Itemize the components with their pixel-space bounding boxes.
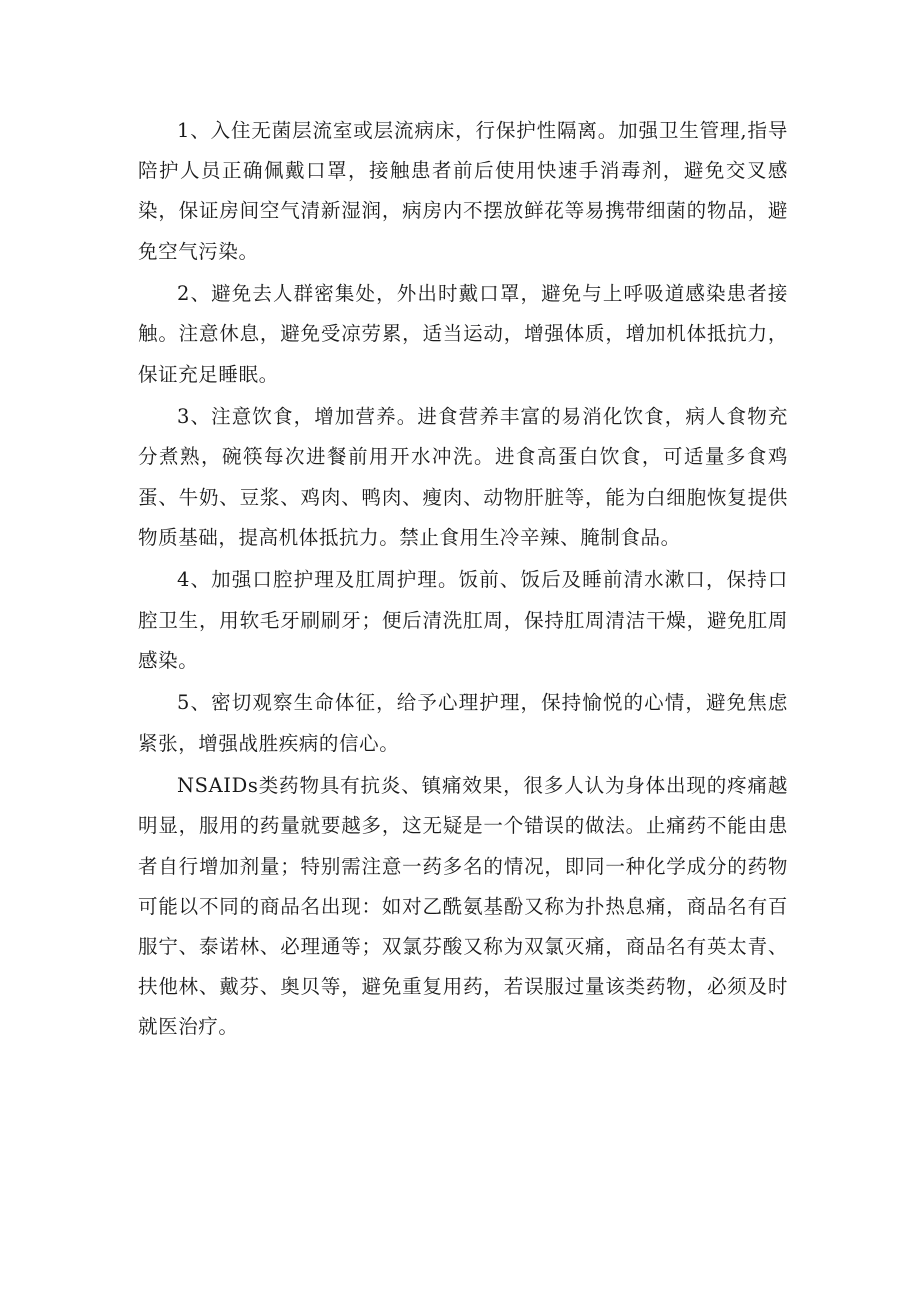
paragraph-diet: 3、注意饮食，增加营养。进食营养丰富的易消化饮食，病人食物充分煮熟，碗筷每次进餐前用开水冲洗。进食高蛋白饮食，可适量多食鸡蛋、牛奶、豆浆、鸡肉、鸭肉、瘦肉、动物肝脏等，能为白细胞恢复提供物质基础，提高机体抵抗力。禁止食用生冷辛辣、腌制食品。 — [138, 405, 788, 549]
paragraph-observation: 5、密切观察生命体征，给予心理护理，保持愉悦的心情，避免焦虑紧张，增强战胜疾病的信心。 — [138, 691, 788, 755]
paragraph-nsaids: NSAIDs类药物具有抗炎、镇痛效果，很多人认为身体出现的疼痛越明显，服用的药量就要越多，这无疑是一个错误的做法。止痛药不能由患者自行增加剂量；特别需注意一药多名的情况，即同一种化学成分的药物可能以不同的商品名出现：如对乙酰氨基酚又称为扑热息痛，商品名有百服宁、泰诺林、必理通等；双氯芬酸又称为双氯灭痛，商品名有英太青、扶他林、戴芬、奥贝等，避免重复用药，若误服过量该类药物，必须及时就医治疗。 — [138, 774, 788, 1039]
paragraph-avoid-crowds: 2、避免去人群密集处，外出时戴口罩，避免与上呼吸道感染患者接触。注意休息，避免受凉劳累，适当运动，增强体质，增加机体抵抗力，保证充足睡眠。 — [138, 282, 788, 386]
paragraph-oral-care: 4、加强口腔护理及肛周护理。饭前、饭后及睡前清水漱口，保持口腔卫生，用软毛牙刷刷牙；便后清洗肛周，保持肛周清洁干燥，避免肛周感染。 — [138, 568, 788, 672]
paragraph-isolation: 1、入住无菌层流室或层流病床，行保护性隔离。加强卫生管理,指导陪护人员正确佩戴口罩，接触患者前后使用快速手消毒剂，避免交叉感染，保证房间空气清新湿润，病房内不摆放鲜花等易携带细菌的物品，避免空气污染。 — [138, 119, 788, 263]
document-body — [138, 111, 788, 1048]
